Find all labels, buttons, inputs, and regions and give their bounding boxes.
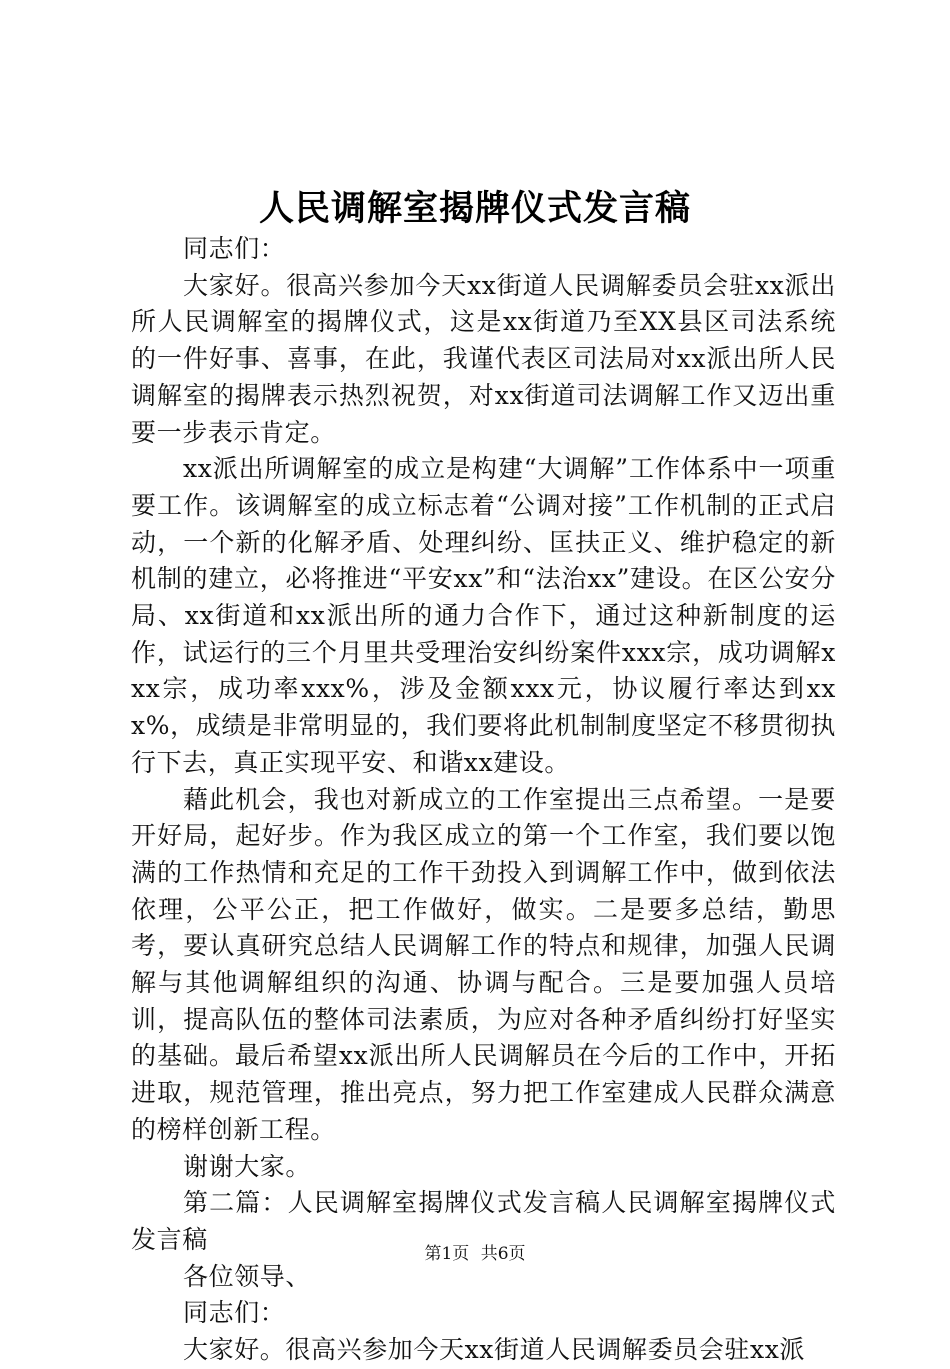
closing-paragraph: 谢谢大家。 bbox=[183, 1151, 312, 1181]
body-paragraph: 藉此机会，我也对新成立的工作室提出三点希望。一是要开好局，起好步。作为我区成立的第一个工作室，我们要以饱满的工作热情和充足的工作干劲投入到调解工作中，做到依法依理，公平公正，把工作做好，做实。二是要多总结，勤思考，要认真研究总结人民调解工作的特点和规律，加强人民调解与其他调解组织的沟通、协调与配合。三是要加强人员培训，提高队伍的整体司法素质，为应对各种矛盾纠纷打好坚实的基础。最后希望xx派出所人民调解员在今后的工作中，开拓进取，规范管理，推出亮点，努力把工作室建成人民群众满意的榜样创新工程。 bbox=[131, 784, 836, 1144]
document-body bbox=[131, 231, 836, 1369]
salutation-paragraph: 各位领导、 bbox=[183, 1261, 312, 1291]
page-number: 第1页 bbox=[424, 1244, 470, 1264]
document-title: 人民调解室揭牌仪式发言稿 bbox=[258, 188, 691, 229]
body-paragraph: xx派出所调解室的成立是构建“大调解”工作体系中一项重要工作。该调解室的成立标志着“公调对接”工作机制的正式启动，一个新的化解矛盾、处理纠纷、匡扶正义、维护稳定的新机制的建立，必将推进“平安xx”和“法治xx”建设。在区公安分局、xx街道和xx派出所的通力合作下，通过这种新制度的运作，试运行的三个月里共受理治安纠纷案件xxx宗，成功调解xxx宗，成功率xxx%，涉及金额xxx元，协议履行率达到xxx%，成绩是非常明显的，我们要将此机制制度坚定不移贯彻执行下去，真正实现平安、和谐xx建设。 bbox=[131, 454, 836, 777]
salutation-paragraph: 同志们： bbox=[183, 234, 286, 263]
page-total: 共6页 bbox=[480, 1244, 526, 1264]
page-footer bbox=[0, 1242, 950, 1266]
body-paragraph: 大家好。很高兴参加今天xx街道人民调解委员会驻xx派出所人民调解室的揭牌仪式，这是xx街道乃至XX县区司法系统的一件好事、喜事，在此，我谨代表区司法局对xx派出所人民调解室的揭牌表示热烈祝贺，对xx街道司法调解工作又迈出重要一步表示肯定。 bbox=[131, 270, 836, 447]
salutation-paragraph: 同志们： bbox=[183, 1298, 286, 1328]
section-heading-paragraph: 第二篇：人民调解室揭牌仪式发言稿人民调解室揭牌仪式发言稿 bbox=[131, 1188, 836, 1254]
body-paragraph: 大家好。很高兴参加今天xx街道人民调解委员会驻xx派 bbox=[183, 1335, 805, 1365]
